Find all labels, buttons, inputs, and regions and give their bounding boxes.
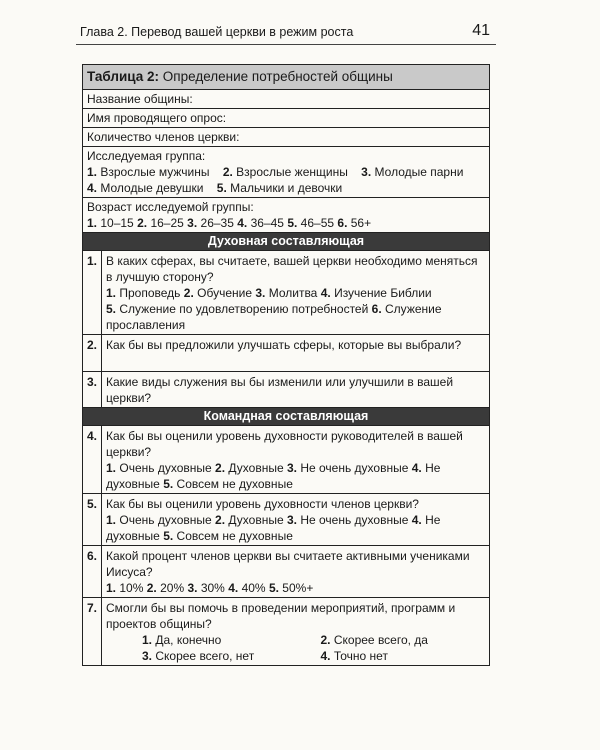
question-options: 1. Проповедь 2. Обучение 3. Молитва 4. Изучение Библии 5. Служение по удовлетворению потребностей 6. Служение прославления bbox=[106, 286, 442, 332]
field-surveyor-name: Имя проводящего опрос: bbox=[83, 109, 489, 128]
group-label: Исследуемая группа: bbox=[87, 149, 206, 163]
question-7 bbox=[83, 598, 489, 665]
question-text: Какой процент членов церкви вы считаете активными учениками Иисуса? bbox=[106, 549, 470, 579]
age-options: 1. 10–15 2. 16–25 3. 26–35 4. 36–45 5. 46–55 6. 56+ bbox=[87, 216, 372, 230]
question-1 bbox=[83, 251, 489, 335]
question-4 bbox=[83, 426, 489, 494]
field-group bbox=[83, 147, 489, 198]
question-number: 3. bbox=[83, 372, 102, 407]
table-title bbox=[83, 65, 489, 90]
question-options: 1. Да, конечно 3. Скорее всего, нет 2. Скорее всего, да 4. Точно нет bbox=[142, 633, 428, 663]
question-2 bbox=[83, 335, 489, 372]
question-5 bbox=[83, 494, 489, 546]
table-title-prefix: Таблица 2: bbox=[87, 69, 160, 84]
question-number: 2. bbox=[83, 335, 102, 371]
needs-table bbox=[82, 64, 490, 666]
section-spiritual: Духовная составляющая bbox=[83, 233, 489, 251]
question-number: 7. bbox=[83, 598, 102, 665]
question-text: Как бы вы оценили уровень духовности руководителей в вашей церкви? bbox=[106, 429, 463, 459]
question-text: Как бы вы оценили уровень духовности членов церкви? bbox=[106, 497, 419, 511]
age-label: Возраст исследуемой группы: bbox=[87, 200, 254, 214]
question-6 bbox=[83, 546, 489, 598]
question-number: 6. bbox=[83, 546, 102, 597]
question-text: Какие виды служения вы бы изменили или улучшили в вашей церкви? bbox=[106, 375, 454, 405]
question-number: 4. bbox=[83, 426, 102, 493]
question-options: 1. Очень духовные 2. Духовные 3. Не очень духовные 4. Не духовные 5. Совсем не духовные bbox=[106, 461, 441, 491]
question-options: 1. Очень духовные 2. Духовные 3. Не очень духовные 4. Не духовные 5. Совсем не духовные bbox=[106, 513, 441, 543]
page-number: 41 bbox=[472, 22, 490, 39]
question-3 bbox=[83, 372, 489, 408]
field-member-count: Количество членов церкви: bbox=[83, 128, 489, 147]
group-options: 1. Взрослые мужчины 2. Взрослые женщины 3. Молодые парни 4. Молодые девушки 5. Мальчики и девочки bbox=[87, 165, 464, 195]
page-header bbox=[76, 22, 496, 45]
table-title-text: Определение потребностей общины bbox=[162, 69, 393, 84]
question-number: 5. bbox=[83, 494, 102, 545]
field-age bbox=[83, 198, 489, 233]
question-text: Как бы вы предложили улучшать сферы, которые вы выбрали? bbox=[106, 338, 462, 352]
question-number: 1. bbox=[83, 251, 102, 334]
chapter-title: Глава 2. Перевод вашей церкви в режим роста bbox=[80, 25, 354, 39]
question-text: В каких сферах, вы считаете, вашей церкви необходимо меняться в лучшую сторону? bbox=[106, 254, 478, 284]
question-text: Смогли бы вы помочь в проведении мероприятий, программ и проектов общины? bbox=[106, 601, 456, 631]
field-community-name: Название общины: bbox=[83, 90, 489, 109]
question-options: 1. 10% 2. 20% 3. 30% 4. 40% 5. 50%+ bbox=[106, 581, 314, 595]
section-team: Командная составляющая bbox=[83, 408, 489, 426]
